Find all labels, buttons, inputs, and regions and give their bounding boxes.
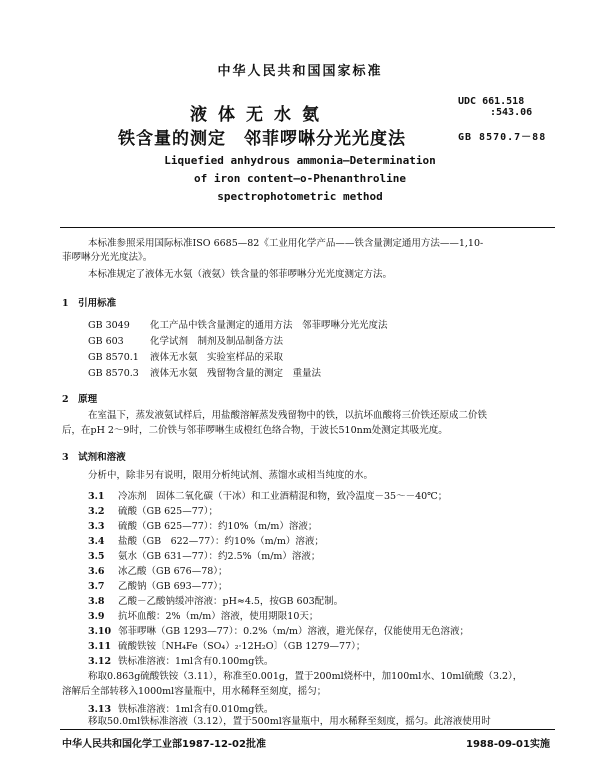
standard-banner: 中华人民共和国国家标准: [217, 64, 383, 79]
reagent-item: [88, 503, 218, 517]
intro-para1-line1: 本标准参照采用国际标准ISO 6685—82《工业用化学产品——铁含量测定通用方法——1,10-: [88, 238, 484, 249]
item-text: 硫酸（GB 625—77）；: [118, 506, 219, 517]
ref-standard-item: [88, 349, 283, 363]
reagent-item: [88, 593, 343, 607]
title-cn-line2: 铁含量的测定 邻菲啰啉分光光度法: [118, 129, 406, 149]
item-text: 盐酸（GB 622—77）：约10%（m/m）溶液；: [118, 536, 324, 547]
item-number: 3.6: [88, 566, 105, 577]
header-divider: [60, 227, 555, 228]
item-text: 乙酸－乙酸钠缓冲溶液：pH≈4.5，按GB 603配制。: [118, 596, 344, 607]
item-number: 3.7: [88, 581, 105, 592]
section1-heading: 1 引用标准: [62, 298, 117, 309]
reagent-item: [88, 653, 273, 667]
item-text: 乙酸钠（GB 693—77）；: [118, 581, 228, 592]
item-text: 氨水（GB 631—77）：约2.5%（m/m）溶液；: [118, 551, 321, 562]
item-number: 3.2: [88, 506, 105, 517]
item-number: 3.13: [88, 704, 112, 715]
udc-line2: :543.06: [490, 107, 533, 118]
reagent-item: [88, 563, 228, 577]
reagent-item: [88, 578, 228, 592]
ref-code: GB 3049: [88, 320, 130, 331]
ref-standard-item: [88, 333, 283, 347]
reagent-item: [88, 608, 318, 622]
reagent-item: [88, 548, 320, 562]
principle-line1: 在室温下，蒸发液氨试样后，用盐酸溶解蒸发残留物中的铁，以抗坏血酸将三价铁还原成二价铁: [88, 410, 488, 421]
item-text: 抗坏血酸：2%（m/m）溶液，使用期限10天；: [118, 611, 319, 622]
udc-block: [458, 96, 532, 118]
reagent-item: [88, 623, 469, 637]
item-number: 3.5: [88, 551, 105, 562]
ref-title: 液体无水氨 实验室样品的采取: [150, 352, 284, 363]
udc-line1: UDC 661.518: [458, 96, 525, 107]
ref-code: GB 8570.3: [88, 368, 139, 379]
section2-heading: 2 原理: [62, 394, 98, 405]
implementation-date: 1988-09-01实施: [466, 739, 550, 750]
item-number: 3.9: [88, 611, 105, 622]
title-cn-line1: 液体无水氨: [190, 105, 330, 125]
title-en-line2: of iron content—o-Phenanthroline: [194, 172, 406, 185]
item-number: 3.1: [88, 491, 105, 502]
reagent-item: [88, 518, 317, 532]
ref-title: 化工产品中铁含量测定的通用方法 邻菲啰啉分光光度法: [150, 320, 388, 331]
item-number: 3.11: [88, 641, 112, 652]
intro-para2: 本标准规定了液体无水氨（液氨）铁含量的邻菲啰啉分光光度测定方法。: [88, 269, 393, 280]
ref-title: 化学试剂 制剂及制品制备方法: [150, 336, 284, 347]
ref-standard-item: [88, 365, 321, 379]
ref-code: GB 8570.1: [88, 352, 139, 363]
section3-heading: 3 试剂和溶液: [62, 452, 126, 463]
prep-312-line1: 称取0.863g硫酸铁铵（3.11），称准至0.001g，置于200ml烧杯中，加100ml水、10ml硫酸（3.2），: [88, 671, 523, 682]
item-text: 硫酸（GB 625—77）：约10%（m/m）溶液；: [118, 521, 318, 532]
item-text: 铁标准溶液：1ml含有0.010mg铁。: [118, 704, 274, 715]
reagent-item: [88, 701, 273, 715]
reagent-item: [88, 638, 365, 652]
footer-divider: [60, 729, 555, 730]
item-number: 3.8: [88, 596, 105, 607]
ref-standard-item: [88, 317, 388, 331]
principle-line2: 后，在pH 2～9时，二价铁与邻菲啰啉生成橙红色络合物，于波长510nm处测定其吸光度。: [62, 425, 448, 436]
ref-code: GB 603: [88, 336, 124, 347]
item-number: 3.12: [88, 656, 112, 667]
approval-line: 中华人民共和国化学工业部1987-12-02批准: [62, 739, 266, 750]
item-text: 铁标准溶液：1ml含有0.100mg铁。: [118, 656, 274, 667]
standard-number: GB 8570.7－88: [458, 132, 547, 143]
prep-312-line2: 溶解后全部转移入1000ml容量瓶中，用水稀释至刻度，摇匀；: [62, 686, 327, 697]
reagent-item: [88, 488, 447, 502]
ref-title: 液体无水氨 残留物含量的测定 重量法: [150, 368, 322, 379]
intro-para1-line2: 菲啰啉分光光度法》。: [62, 252, 153, 263]
item-number: 3.10: [88, 626, 112, 637]
reagent-item: [88, 533, 324, 547]
item-text: 冰乙酸（GB 676—78）；: [118, 566, 228, 577]
item-text: 邻菲啰啉（GB 1293—77）：0.2%（m/m）溶液，避光保存，仅能使用无色溶液；: [118, 626, 469, 637]
title-en-line1: Liquefied anhydrous ammonia—Determination: [164, 154, 436, 167]
prep-313: 移取50.0ml铁标准溶液（3.12），置于500ml容量瓶中，用水稀释至刻度，摇匀。此溶液使用时: [88, 716, 491, 727]
item-text: 硫酸铁铵〔NH₄Fe（SO₄）₂·12H₂O〕（GB 1279—77）；: [118, 641, 366, 652]
item-number: 3.4: [88, 536, 105, 547]
item-text: 冷冻剂 固体二氧化碳（干冰）和工业酒精混和物，致冷温度－35～－40℃；: [118, 491, 448, 502]
title-en-line3: spectrophotometric method: [217, 190, 383, 203]
reagents-intro: 分析中，除非另有说明，限用分析纯试剂、蒸馏水或相当纯度的水。: [88, 470, 374, 481]
item-number: 3.3: [88, 521, 105, 532]
